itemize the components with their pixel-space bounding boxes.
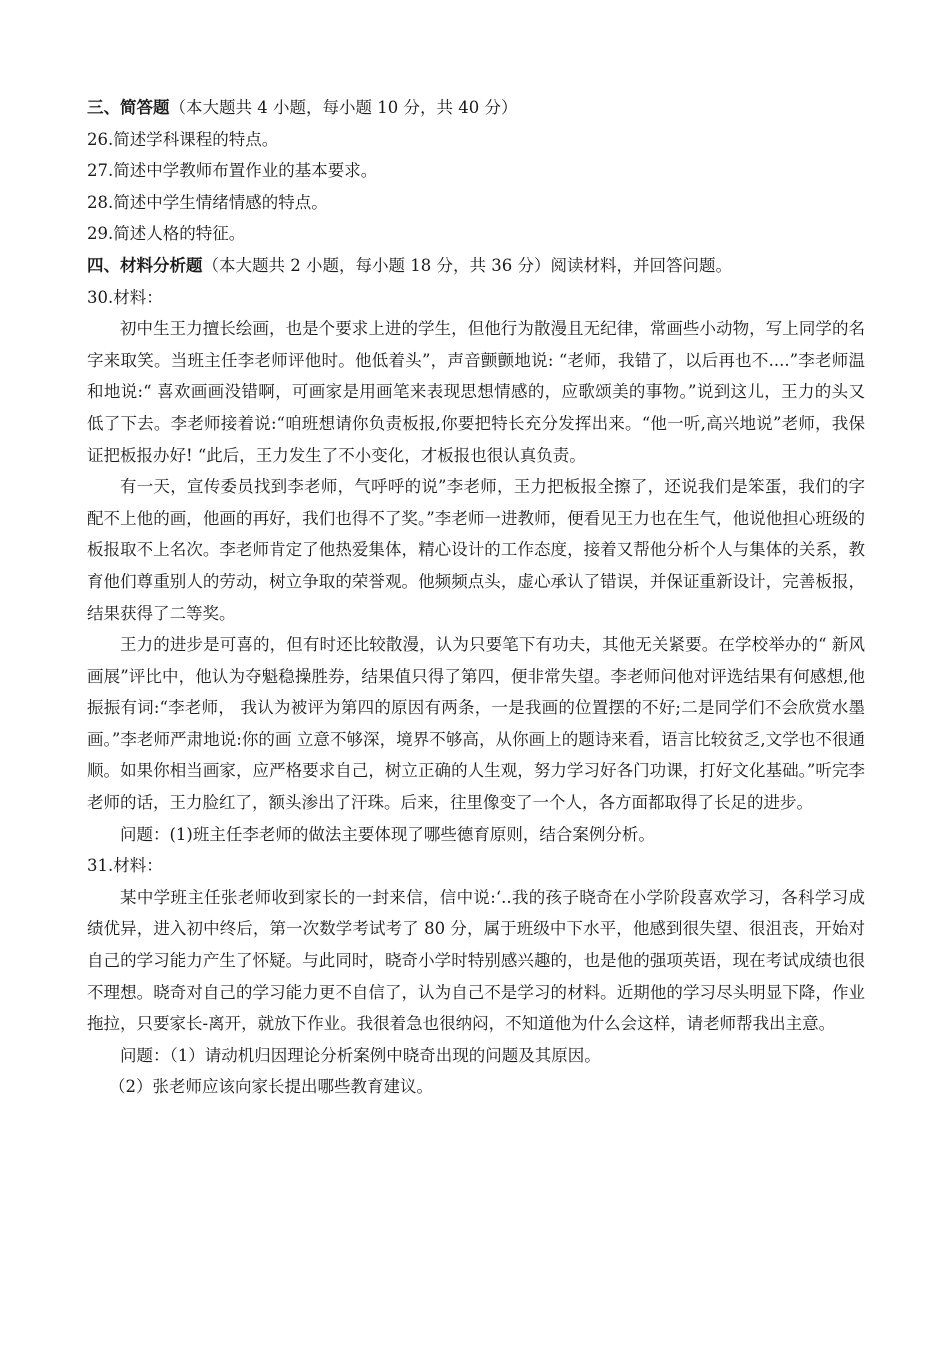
section-3-title: 三、简答题: [87, 98, 170, 117]
question-31-label: 31.材料：: [87, 856, 163, 876]
question-30-paragraph-2: 有一天，宣传委员找到李老师，气呼呼的说”李老师，王力把板报全擦了，还说我们是笨蛋，我们的字配不上他的画，他画的再好，我们也得不了奖。”李老师一进教师，便看见王力也在生气，他说他担心班级的板报取不上名次。李老师肯定了他热爱集体，精心设计的工作态度，接着又帮他分析个人与集体的关系，教育他们尊重别人的劳动，树立争取的荣誉观。他频频点头，虚心承认了错误，并保证重新设计，完善板报，结果获得了二等奖。: [87, 477, 865, 623]
question-27: 27.简述中学教师布置作业的基本要求。: [87, 161, 378, 181]
question-30-paragraph-3: 王力的进步是可喜的，但有时还比较散漫，认为只要笔下有功夫，其他无关紧要。在学校举办的“ 新风画展”评比中，他认为夺魁稳操胜券，结果值只得了第四，便非常失望。李老师问他对评选结果有何感想,他振振有词:“李老师， 我认为被评为第四的原因有两条，一是我画的位置摆的不好;二是同学们不会欣赏水墨画。”李老师严肃地说:你的画 立意不够深，境界不够高，从你画上的题诗来看，语言比较贫乏,文学也不很通顺。如果你相当画家，应严格要求自己，树立正确的人生观，努力学习好各门功课，打好文化基础。”听完李老师的话，王力脸红了，额头渗出了汗珠。后来，往里像变了一个人，各方面都取得了长足的进步。: [87, 635, 865, 813]
question-30-label: 30.材料：: [87, 287, 163, 307]
exam-page: [87, 92, 865, 1103]
section-4-title: 四、材料分析题: [87, 255, 203, 275]
question-31-prompt-1: 问题：（1）请动机归因理论分析案例中晓奇出现的问题及其原因。: [120, 1045, 601, 1065]
section-4-heading: [87, 250, 865, 282]
question-29: 29.简述人格的特征。: [87, 224, 246, 244]
section-3-scoring: （本大题共 4 小题，每小题 10 分，共 40 分）: [169, 98, 518, 117]
question-30-paragraph-1: 初中生王力擅长绘画，也是个要求上进的学生，但他行为散漫且无纪律，常画些小动物，写上同学的名字来取笑。当班主任李老师评他时。他低着头”，声音颤颤地说: “老师，我错了，以后再也不....”李老师温和地说:“ 喜欢画画没错啊，可画家是用画笔来表现思想情感的，应歌颂美的事物。”说到这儿，王力的头又低了下去。李老师接着说:“咱班想请你负责板报,你要把特长充分发挥出来。“他一听,高兴地说”老师，我保证把板报办好! “此后，王力发生了不小变化，才板报也很认真负责。: [87, 319, 865, 465]
question-30-prompt: 问题：(1)班主任李老师的做法主要体现了哪些德育原则，结合案例分析。: [120, 824, 655, 844]
question-31-paragraph-1: 某中学班主任张老师收到家长的一封来信，信中说:‘..我的孩子晓奇在小学阶段喜欢学习，各科学习成绩优异，进入初中终后，第一次数学考试考了 80 分，属于班级中下水平，他感到很失望、很沮丧，开始对自己的学习能力产生了怀疑。与此同时，晓奇小学时特别感兴趣的，也是他的强项英语，现在考试成绩也很不理想。晓奇对自己的学习能力更不自信了，认为自己不是学习的材料。近期他的学习尽头明显下降，作业拖拉，只要家长-离开，就放下作业。我很着急也很纳闷，不知道他为什么会这样，请老师帮我出主意。: [87, 887, 865, 1034]
section-4-scoring: （本大题共 2 小题，每小题 18 分，共 36 分）阅读材料，并回答问题。: [202, 255, 732, 275]
question-26: 26.简述学科课程的特点。: [87, 129, 279, 149]
question-31-prompt-2: （2）张老师应该向家长提出哪些教育建议。: [109, 1077, 433, 1097]
section-3-heading: [87, 92, 865, 124]
question-28: 28.简述中学生情绪情感的特点。: [87, 192, 328, 212]
